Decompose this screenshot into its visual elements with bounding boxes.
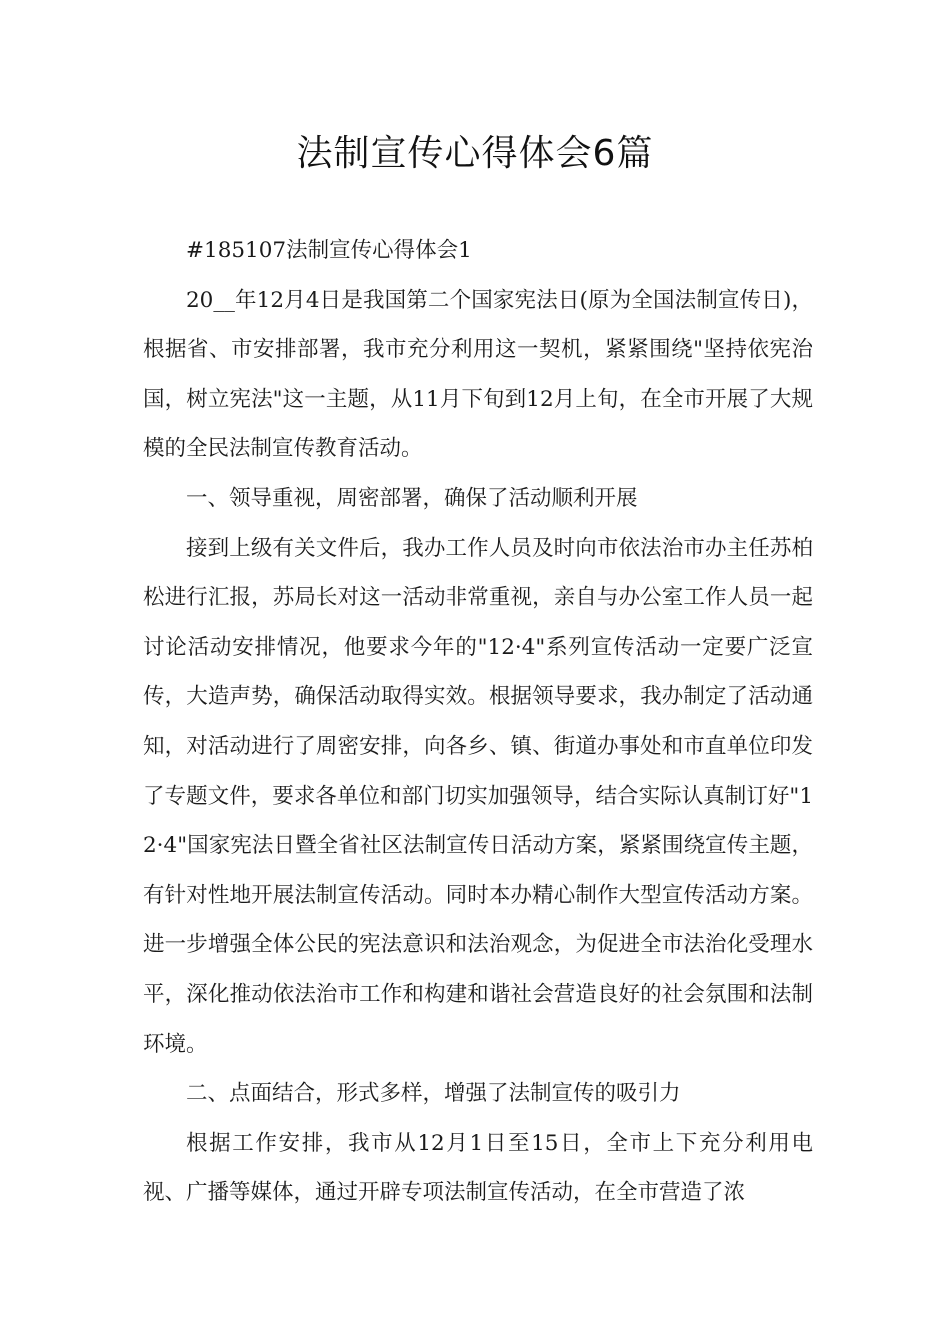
document-title: 法制宣传心得体会6篇 <box>296 133 654 174</box>
section-heading-article-1: #185107法制宣传心得体会1 <box>186 238 472 263</box>
paragraph-activities: 根据工作安排，我市从12月1日至15日，全市上下充分利用电视、广播等媒体，通过开辟专项法制宣传活动，在全市营造了浓 <box>143 1130 813 1206</box>
paragraph-intro: 20__年12月4日是我国第二个国家宪法日(原为全国法制宣传日)，根据省、市安排部署，我市充分利用这一契机，紧紧围绕"坚持依宪治国，树立宪法"这一主题，从11月下旬到12月上旬，在全市开展了大规模的全民法制宣传教育活动。 <box>143 287 813 462</box>
section-heading-2: 二、点面结合，形式多样，增强了法制宣传的吸引力 <box>186 1081 681 1107</box>
paragraph-leadership: 接到上级有关文件后，我办工作人员及时向市依法治市办主任苏柏松进行汇报，苏局长对这一活动非常重视，亲自与办公室工作人员一起讨论活动安排情况，他要求今年的"12·4"系列宣传活动一定要广泛宣传，大造声势，确保活动取得实效。根据领导要求，我办制定了活动通知，对活动进行了周密安排，向各乡、镇、街道办事处和市直单位印发了专题文件，要求各单位和部门切实加强领导，结合实际认真制订好"12·4"国家宪法日暨全省社区法制宣传日活动方案，紧紧围绕宣传主题，有针对性地开展法制宣传活动。同时本办精心制作大型宣传活动方案。进一步增强全体公民的宪法意识和法治观念，为促进全市法治化受理水平，深化推动依法治市工作和构建和谐社会营造良好的社会氛围和法制环境。 <box>143 535 813 1057</box>
document-body <box>143 226 813 1218</box>
section-heading-1: 一、领导重视，周密部署，确保了活动顺利开展 <box>186 485 638 511</box>
